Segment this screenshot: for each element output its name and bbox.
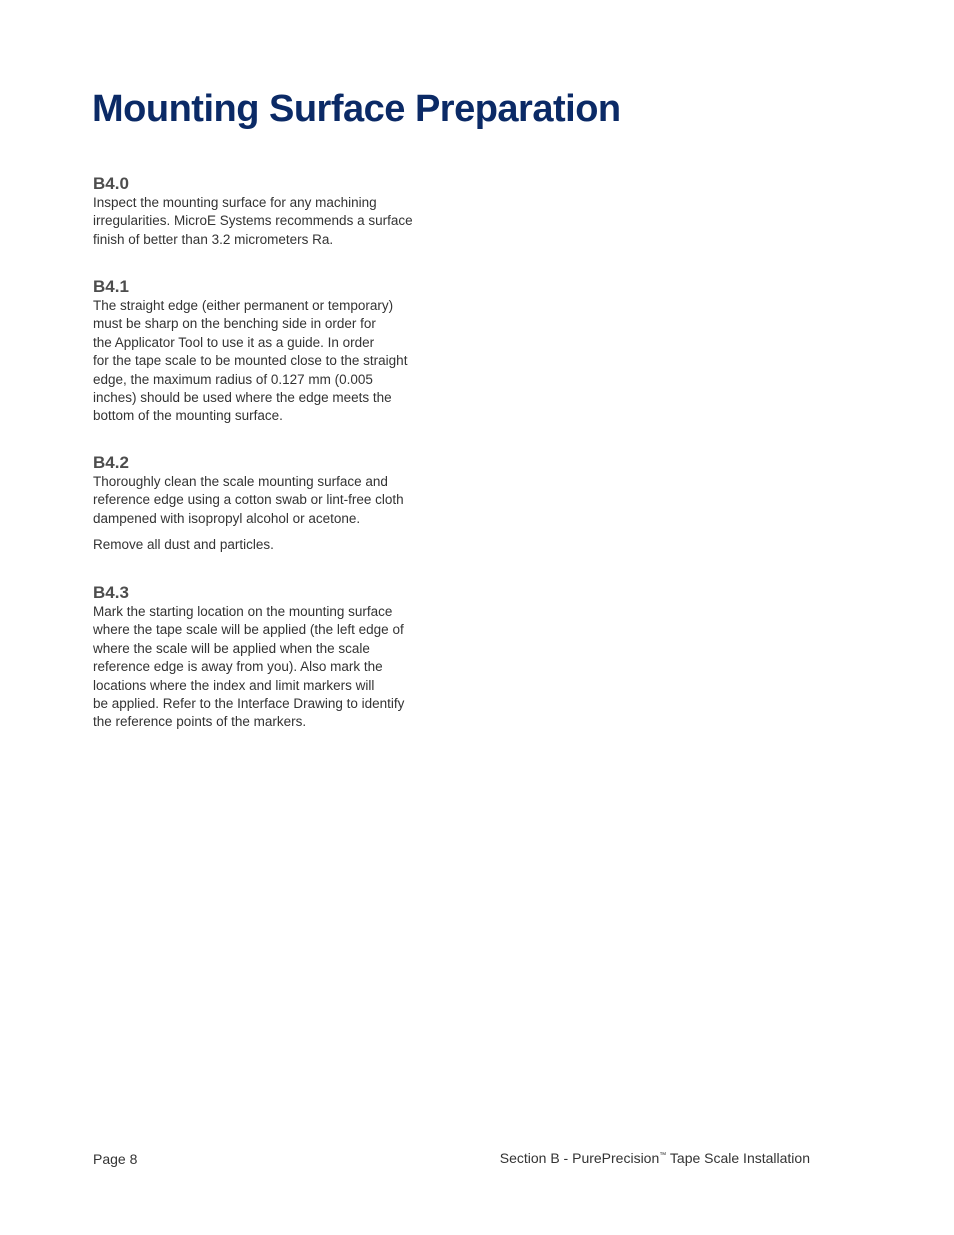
text-line: finish of better than 3.2 micrometers Ra. (93, 231, 334, 247)
text-line: inches) should be used where the edge meets the (93, 390, 392, 406)
text-line: for the tape scale to be mounted close to the straight (93, 353, 408, 369)
section-paragraph (93, 297, 443, 426)
footer-section-prefix: Section B - PurePrecision (499, 1150, 660, 1166)
text-line: The straight edge (either permanent or temporary) (93, 298, 394, 313)
section-heading: B4.1 (93, 277, 129, 296)
text-line: Mark the starting location on the mounting surface (93, 604, 393, 619)
text-line: must be sharp on the benching side in order for (93, 316, 376, 332)
text-line: dampened with isopropyl alcohol or acetone. (93, 510, 361, 526)
text-line: reference edge is away from you). Also mark the (93, 659, 383, 675)
section-paragraph (93, 194, 443, 249)
section-heading: B4.3 (93, 583, 129, 602)
section-b4-2 (93, 453, 443, 555)
text-line: irregularities. MicroE Systems recommends a surface (93, 213, 413, 229)
page-title: Mounting Surface Preparation (92, 88, 621, 130)
section-b4-0 (93, 174, 443, 249)
footer-section-suffix: Tape Scale Installation (666, 1150, 810, 1166)
text-line: be applied. Refer to the Interface Drawing to identify (93, 696, 405, 712)
text-line: reference edge using a cotton swab or lint-free cloth (93, 492, 404, 508)
text-line: the Applicator Tool to use it as a guide. In order (93, 334, 375, 350)
section-b4-1 (93, 277, 443, 426)
section-heading: B4.2 (93, 453, 129, 472)
text-line: bottom of the mounting surface. (93, 408, 283, 424)
text-line: Thoroughly clean the scale mounting surface and (93, 474, 388, 489)
section-heading: B4.0 (93, 174, 129, 193)
text-line: where the tape scale will be applied (the left edge of (93, 622, 404, 638)
section-b4-3 (93, 583, 443, 732)
text-line: edge, the maximum radius of 0.127 mm (0.005 (93, 371, 373, 387)
text-line: locations where the index and limit markers will (93, 677, 375, 693)
trademark-symbol: ™ (659, 1152, 667, 1159)
section-paragraph (93, 536, 443, 554)
text-line: Inspect the mounting surface for any machining (93, 195, 377, 210)
text-line: Remove all dust and particles. (93, 537, 274, 553)
text-line: the reference points of the markers. (93, 714, 307, 730)
section-paragraph (93, 473, 443, 528)
footer-section-title (500, 1150, 810, 1166)
page-number: Page 8 (93, 1151, 138, 1167)
section-paragraph (93, 603, 443, 732)
text-line: where the scale will be applied when the scale (93, 640, 370, 656)
